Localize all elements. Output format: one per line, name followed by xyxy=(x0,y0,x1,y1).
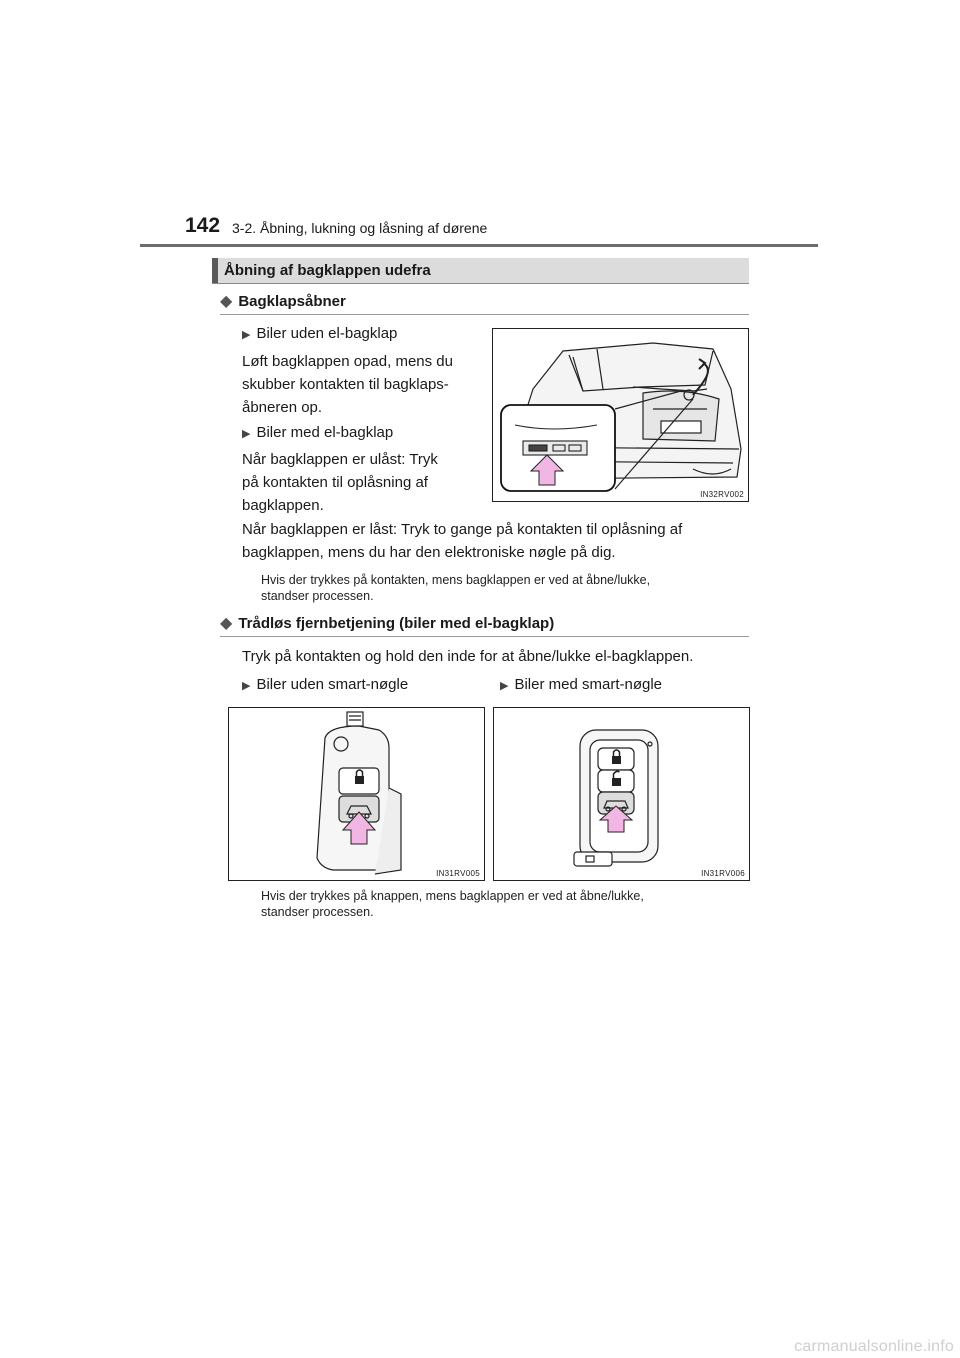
bullet-text: Biler uden el-bagklap xyxy=(256,325,398,342)
chapter-title: 3-2. Åbning, lukning og låsning af dørene xyxy=(232,220,488,236)
paragraph-locked-tailgate xyxy=(242,518,749,564)
para-line: åbneren op. xyxy=(242,399,323,416)
note-opener xyxy=(261,572,749,604)
figure-code: IN31RV005 xyxy=(436,869,480,878)
label-text: Biler uden smart-nøgle xyxy=(256,676,409,693)
subheading-remote xyxy=(220,613,554,633)
note-line: Hvis der trykkes på knappen, mens bagklappen er ved at åbne/lukke, xyxy=(261,889,644,903)
section-heading-bar xyxy=(212,258,749,284)
key-figure-smart-key xyxy=(493,707,750,881)
header-rule xyxy=(140,244,818,247)
subheading-opener xyxy=(220,291,346,311)
note-line: standser processen. xyxy=(261,905,374,919)
note-remote xyxy=(261,888,749,920)
para-line: bagklappen, mens du har den elektroniske nøgle på dig. xyxy=(242,544,616,561)
bullet-power-tailgate xyxy=(242,424,393,441)
diamond-icon: ◆ xyxy=(220,615,233,632)
para-line: Løft bagklappen opad, mens du xyxy=(242,353,453,370)
para-line: skubber kontakten til bagklaps- xyxy=(242,376,449,393)
label-text: Biler med smart-nøgle xyxy=(514,676,663,693)
page-number: 142 xyxy=(185,214,221,237)
subheading-remote-text: Trådløs fjernbetjening (biler med el-bagklap) xyxy=(238,615,555,632)
flip-key-illustration xyxy=(229,708,484,880)
label-smart-key xyxy=(500,676,662,693)
para-line: bagklappen. xyxy=(242,497,324,514)
triangle-bullet-icon: ▶ xyxy=(500,680,509,692)
subheading-rule xyxy=(220,636,749,637)
note-line: standser processen. xyxy=(261,589,374,603)
diamond-icon: ◆ xyxy=(220,293,233,310)
label-no-smart-key xyxy=(242,676,408,693)
triangle-bullet-icon: ▶ xyxy=(242,680,251,692)
paragraph-no-power-tailgate xyxy=(242,350,479,419)
figure-code: IN32RV002 xyxy=(700,490,744,499)
triangle-bullet-icon: ▶ xyxy=(242,428,251,440)
section-marker xyxy=(212,258,218,283)
subheading-opener-text: Bagklapsåbner xyxy=(238,293,346,310)
tailgate-opener-figure xyxy=(492,328,749,502)
bullet-no-power-tailgate xyxy=(242,325,397,342)
smart-key-illustration xyxy=(494,708,749,880)
figure-code: IN31RV006 xyxy=(701,869,745,878)
note-line: Hvis der trykkes på kontakten, mens bagklappen er ved at åbne/lukke, xyxy=(261,573,651,587)
key-figure-no-smart-key xyxy=(228,707,485,881)
watermark: carmanualsonline.info xyxy=(794,1338,954,1355)
paragraph-power-tailgate xyxy=(242,448,479,517)
para-line: Når bagklappen er ulåst: Tryk xyxy=(242,451,438,468)
triangle-bullet-icon: ▶ xyxy=(242,329,251,341)
para-line: på kontakten til oplåsning af xyxy=(242,474,428,491)
para-line: Når bagklappen er låst: Tryk to gange på kontakten til oplåsning af xyxy=(242,521,683,538)
subheading-rule xyxy=(220,314,749,315)
section-heading: Åbning af bagklappen udefra xyxy=(224,262,431,279)
paragraph-remote: Tryk på kontakten og hold den inde for at åbne/lukke el-bagklappen. xyxy=(242,648,694,665)
car-rear-illustration xyxy=(493,329,748,501)
bullet-text: Biler med el-bagklap xyxy=(256,424,394,441)
